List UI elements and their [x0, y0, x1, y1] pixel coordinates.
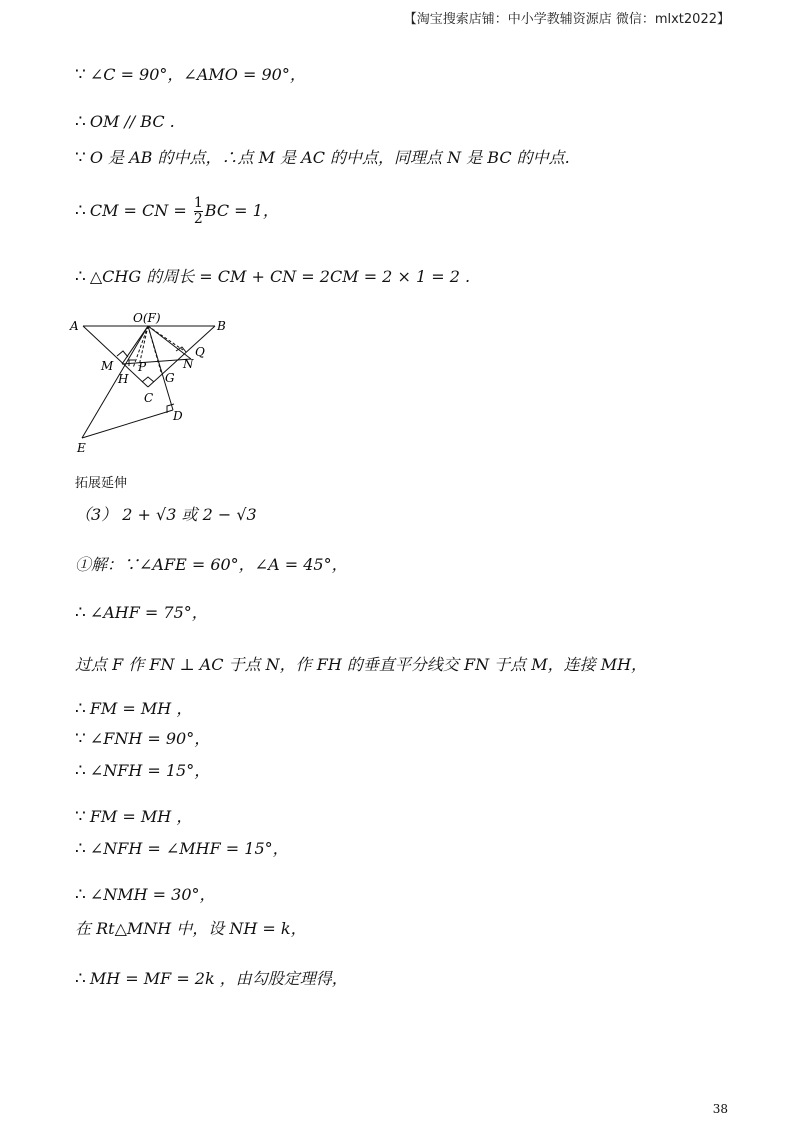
label-p: P — [138, 360, 147, 374]
line-6: ①解：∵∠AFE = 60°，∠A = 45°， — [75, 555, 348, 574]
line-9: ∴ FM = MH ， — [75, 699, 193, 719]
line-13: ∴ ∠NFH = ∠MHF = 15°， — [75, 839, 289, 859]
line-11: ∴ ∠NFH = 15°， — [75, 761, 211, 781]
label-e: E — [77, 441, 86, 455]
line-2: ∴ OM // BC . — [75, 112, 175, 132]
line-7: ∴ ∠AHF = 75°， — [75, 603, 208, 623]
label-m: M — [101, 359, 114, 373]
label-d: D — [173, 409, 183, 423]
line-10: ∵ ∠FNH = 90°， — [75, 729, 211, 749]
line-3: ∵ O 是 AB 的中点，∴点 M 是 AC 的中点，同理点 N 是 BC 的中点. — [75, 148, 570, 168]
label-n: N — [183, 357, 194, 371]
section-title: 拓展延伸 — [75, 476, 128, 491]
label-a: A — [70, 319, 79, 333]
line-15: 在 Rt△MNH 中，设 NH = k， — [75, 919, 307, 938]
line-answer: （3） 2 + √3 或 2 − √3 — [75, 505, 257, 524]
line-4: ∴ CM = CN = $\frac{1}{2}$ BC = 1， — [75, 195, 279, 227]
label-h: H — [118, 372, 129, 386]
page-number: 38 — [712, 1102, 728, 1116]
page-header: 【淘宝搜索店铺：中小学教辅资源店 微信：mlxt2022】 — [403, 12, 730, 27]
fraction: $\frac{1}{2}$ — [193, 195, 203, 227]
line-16: ∴ MH = MF = 2k ，由勾股定理得， — [75, 969, 348, 989]
line-5: ∴ △CHG 的周长 = CM + CN = 2CM = 2 × 1 = 2 . — [75, 267, 471, 287]
line-8: 过点 F 作 FN ⊥ AC 于点 N，作 FH 的垂直平分线交 FN 于点 M，连接 MH， — [75, 655, 648, 674]
geometry-figure — [65, 310, 240, 460]
label-q: Q — [195, 345, 205, 359]
label-c: C — [144, 391, 154, 405]
line-1: ∵ ∠C = 90°，∠AMO = 90°， — [75, 65, 306, 85]
line-12: ∵ FM = MH ， — [75, 807, 193, 827]
label-b: B — [217, 319, 226, 333]
label-o: O(F) — [133, 311, 161, 325]
label-g: G — [165, 371, 175, 385]
line-14: ∴ ∠NMH = 30°， — [75, 885, 216, 905]
